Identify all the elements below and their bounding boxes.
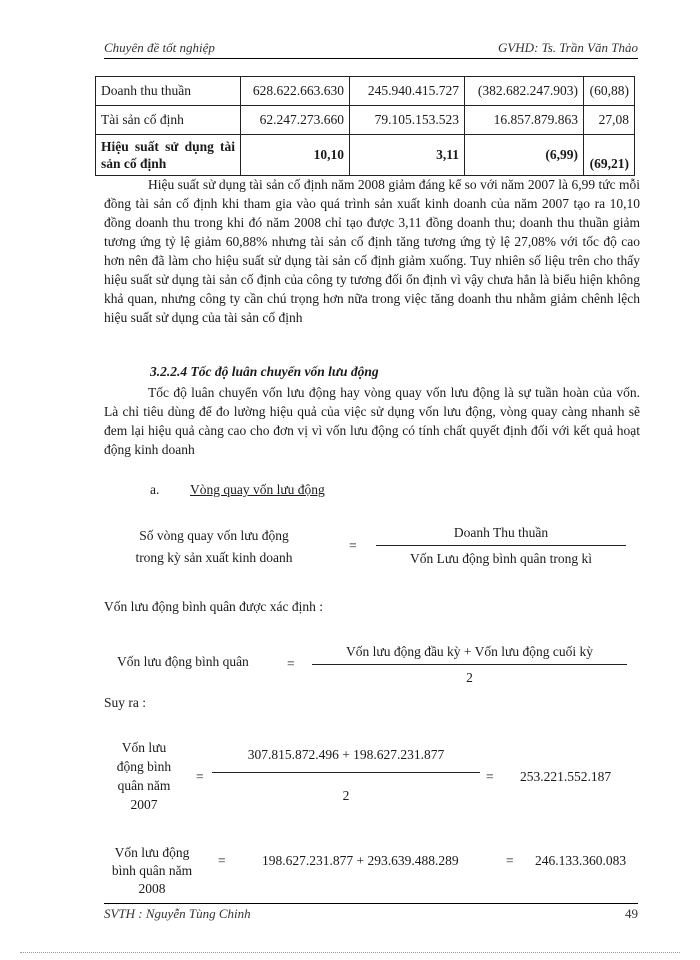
suy-ra-label: Suy ra : <box>104 695 146 710</box>
formula-lhs-line2: trong kỳ sản xuất kinh doanh <box>135 550 293 565</box>
cell-percent: 27,08 <box>584 106 635 135</box>
calc-equals: = <box>196 769 204 784</box>
efficiency-table <box>95 76 635 176</box>
cell-percent: (60,88) <box>584 77 635 106</box>
cell-2008: 245.940.415.727 <box>350 77 465 106</box>
row-label: Doanh thu thuần <box>96 77 241 106</box>
formula-lhs-line1: Số vòng quay vốn lưu động <box>139 528 289 543</box>
header-left: Chuyên đề tốt nghiệp <box>104 40 215 55</box>
page-number: 49 <box>625 906 638 921</box>
section-title: 3.2.2.4 Tốc độ luân chuyển vốn lưu động <box>150 364 379 379</box>
calc-equals-2: = <box>506 853 514 868</box>
header-right: GVHD: Ts. Trần Văn Thảo <box>497 40 638 55</box>
calc-numerator: 307.815.872.496 + 198.627.231.877 <box>247 747 445 762</box>
cell-2007: 10,10 <box>241 135 350 176</box>
cell-2008: 3,11 <box>350 135 465 176</box>
calc-result: 253.221.552.187 <box>520 769 612 784</box>
lhs-line: bình quân năm <box>111 863 193 878</box>
subsection-letter: a. <box>150 482 160 497</box>
paragraph-text: Hiệu suất sử dụng tài sản cố định năm 2008 giảm đáng kể so với năm 2007 là 6,99 tức mỗi đồng tài sản cố định khi tham gia vào quá trình sản xuất kinh doanh của năm 2007 tạo ra 10,10 đồng doanh thu trong khi đó năm 2008 chỉ tạo được 3,11 đồng doanh thu; doanh thu thuần giảm tương ứng tỷ lệ giảm 60,88% nhưng tài sản cố định tăng tương ứng tỷ lệ 27,08% với tốc độ cao hơn nên đã làm cho hiệu suất sử dụng tài sản cố định giảm xuống. Tuy nhiên số liệu trên cho thấy hiệu suất sử dụng tài sản cố định của công ty tương đối ổn định vì vậy chưa hẳn là biểu hiện không khả quan, nhưng công ty cần chú trọng hơn nữa trong việc tăng doanh thu nhằm giảm chênh lệch hiệu suất sử dụng của tài sản cố định <box>104 177 640 325</box>
footer-author: SVTH : Nguyễn Tùng Chinh <box>104 906 251 921</box>
calc-expression: 198.627.231.877 + 293.639.488.289 <box>262 853 459 868</box>
lhs-line: Vốn lưu <box>121 740 167 755</box>
lhs-line: Vốn lưu động <box>114 845 190 860</box>
paragraph-fixed-asset-analysis <box>104 175 640 327</box>
cell-difference: (382.682.247.903) <box>465 77 584 106</box>
lhs-line: động bình <box>116 759 172 774</box>
formula-numerator: Vốn lưu động đầu kỳ + Vốn lưu động cuối kỳ <box>346 644 593 659</box>
formula-denominator: 2 <box>466 670 473 685</box>
calc-result: 246.133.360.083 <box>535 853 627 868</box>
cell-2007: 62.247.273.660 <box>241 106 350 135</box>
average-capital-intro: Vốn lưu động bình quân được xác định : <box>104 599 323 614</box>
formula-equals: = <box>349 538 357 553</box>
calc-denominator: 2 <box>342 788 350 803</box>
formula-equals: = <box>287 656 295 671</box>
paragraph-working-capital <box>104 383 640 459</box>
subsection-title: Vòng quay vốn lưu động <box>190 482 325 497</box>
cell-percent: (69,21) <box>584 135 635 176</box>
lhs-line: 2008 <box>138 881 166 896</box>
paragraph-text: Tốc độ luân chuyển vốn lưu động hay vòng quay vốn lưu động là sự tuần hoàn của vốn. Là chỉ tiêu dùng để đo lường hiệu quả của việc sử dụng vốn lưu động, vòng quay càng nhanh sẽ đem lại hiệu quả càng cao cho đơn vị vì vốn lưu động có tính chất quyết định đối với kết quả hoạt động kinh doanh <box>104 385 640 457</box>
cell-2007: 628.622.663.630 <box>241 77 350 106</box>
formula-lhs: Vốn lưu động bình quân <box>117 654 249 669</box>
page-header <box>104 40 638 59</box>
fraction-line <box>212 772 480 773</box>
lhs-line: quân năm <box>117 778 171 793</box>
calc-equals-2: = <box>486 769 494 784</box>
table-row <box>96 106 635 135</box>
page-bottom-border <box>20 952 680 953</box>
formula-numerator: Doanh Thu thuần <box>453 525 549 540</box>
cell-2008: 79.105.153.523 <box>350 106 465 135</box>
cell-difference: 16.857.879.863 <box>465 106 584 135</box>
page-footer <box>104 903 638 922</box>
fraction-line <box>312 664 627 665</box>
row-label: Hiệu suất sử dụng tài sản cố định <box>96 135 241 176</box>
lhs-line: 2007 <box>130 797 158 812</box>
table-row <box>96 135 635 176</box>
table-row <box>96 77 635 106</box>
formula-denominator: Vốn Lưu động bình quân trong kì <box>409 551 593 566</box>
row-label: Tài sản cố định <box>96 106 241 135</box>
calc-equals: = <box>218 853 226 868</box>
fraction-line <box>376 545 626 546</box>
subsection-a <box>150 482 325 498</box>
cell-difference: (6,99) <box>465 135 584 176</box>
